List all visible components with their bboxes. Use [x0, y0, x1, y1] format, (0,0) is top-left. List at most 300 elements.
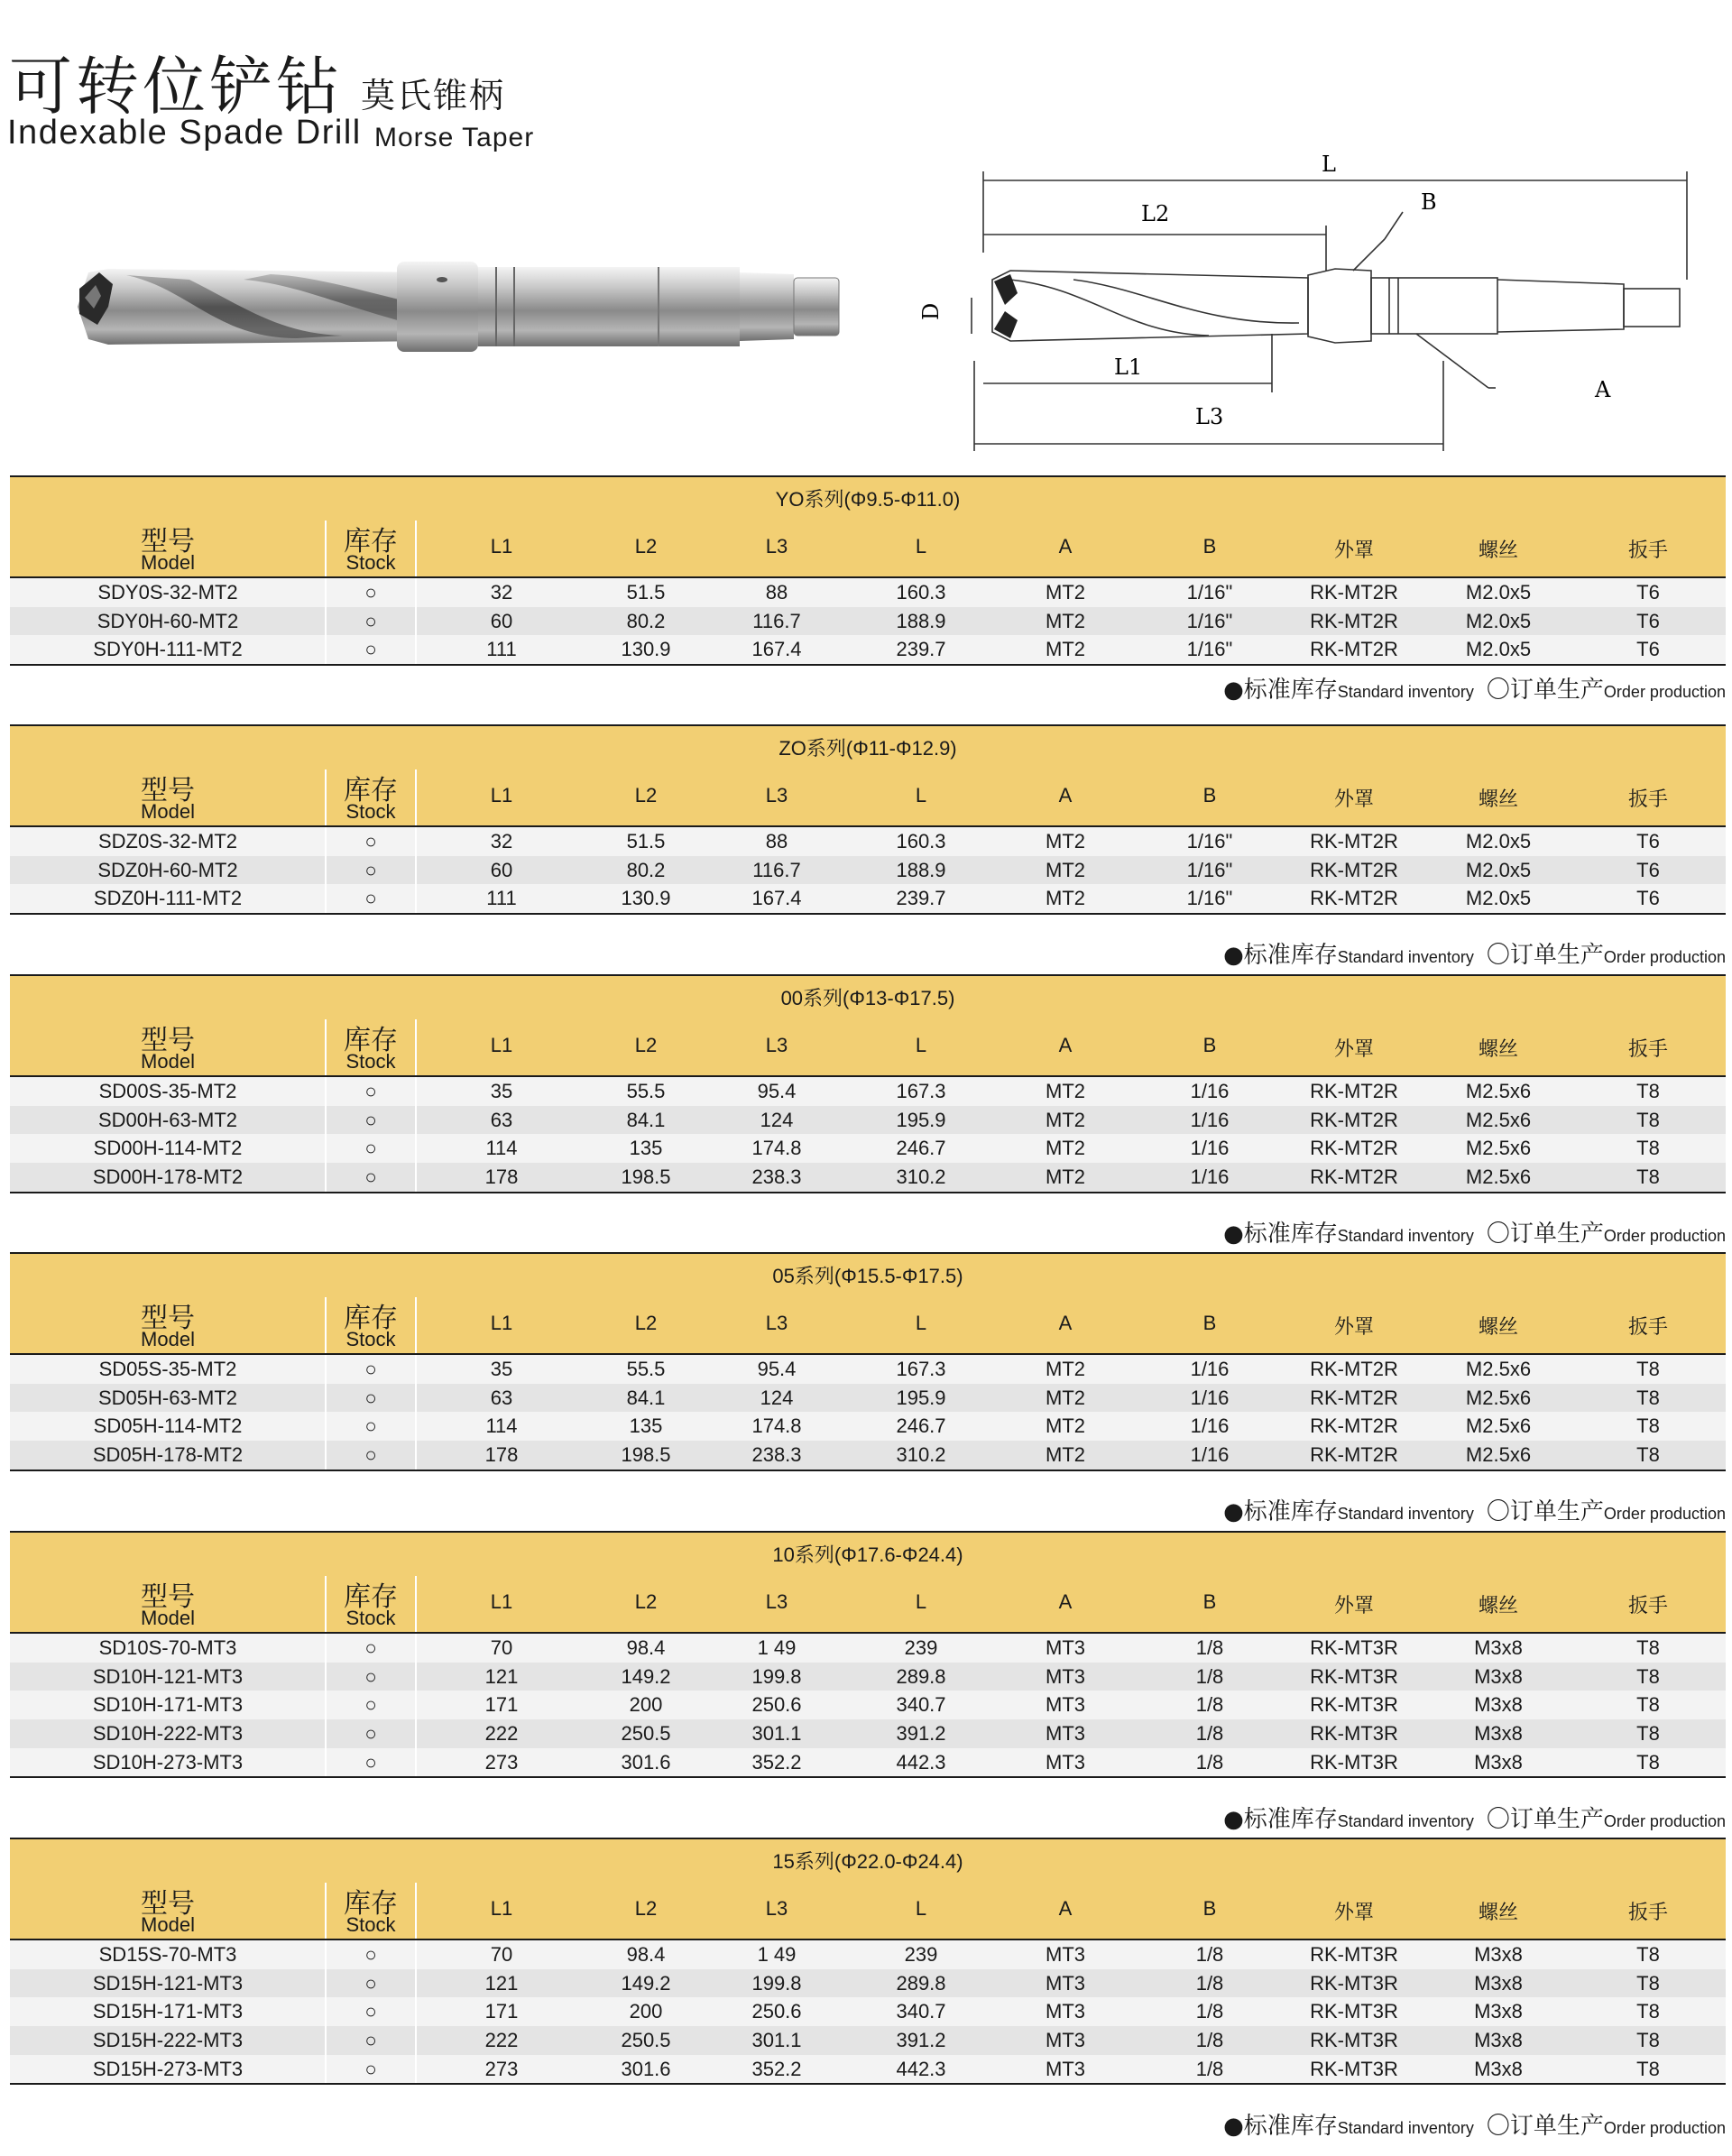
cell-cover: RK-MT2R — [1310, 1414, 1398, 1438]
cell-l2: 149.2 — [621, 1664, 671, 1688]
header-screw — [1426, 976, 1571, 1075]
column-divider — [415, 1940, 417, 1969]
stock-legend — [1223, 2107, 1726, 2141]
column-divider — [325, 1634, 327, 1663]
cell-wrench: T8 — [1636, 1443, 1660, 1467]
label-L3: L3 — [1195, 404, 1224, 429]
cell-cover: RK-MT2R — [1310, 858, 1398, 881]
cell-wrench: T8 — [1636, 1722, 1660, 1746]
header-wrench-label: 扳手 — [1627, 788, 1668, 810]
table-row — [10, 1077, 1726, 1106]
cell-l3: 88 — [765, 581, 788, 603]
header-model-en: Model — [141, 800, 195, 823]
header-wrench-label: 扳手 — [1627, 1901, 1668, 1923]
cell-stock: ○ — [364, 2029, 377, 2052]
cell-stock: ○ — [364, 858, 377, 881]
header-l3 — [705, 1254, 849, 1353]
header-model-en: Model — [141, 1913, 195, 1936]
header-b — [1138, 477, 1282, 576]
cell-wrench: T6 — [1636, 638, 1660, 661]
cell-l2: 55.5 — [626, 1358, 666, 1380]
cell-cover: RK-MT2R — [1310, 1443, 1398, 1467]
series-table — [10, 974, 1726, 1248]
cell-stock: ○ — [364, 1108, 377, 1131]
cell-stock: ○ — [364, 1750, 377, 1774]
cell-model: SD10S-70-MT3 — [98, 1636, 237, 1659]
cell-l: 195.9 — [896, 1108, 946, 1131]
header-l2 — [587, 1254, 705, 1353]
column-divider — [325, 1663, 327, 1691]
cell-l: 246.7 — [896, 1414, 946, 1438]
header-l3-label: L3 — [765, 784, 788, 806]
header-b-label: B — [1202, 1312, 1217, 1334]
cell-model: SDZ0H-111-MT2 — [93, 887, 243, 910]
table-row — [10, 1412, 1726, 1441]
cell-l1: 171 — [484, 2000, 519, 2023]
cell-model: SD10H-222-MT3 — [92, 1722, 244, 1746]
column-divider — [415, 521, 417, 576]
header-model-en: Model — [141, 551, 195, 574]
header-stock — [326, 1533, 416, 1632]
header-a — [993, 1533, 1138, 1632]
cell-a: MT2 — [1046, 609, 1085, 632]
cell-cover: RK-MT2R — [1310, 1166, 1398, 1189]
cell-l1: 178 — [484, 1443, 519, 1467]
column-divider — [415, 1691, 417, 1719]
header-wrench — [1571, 1254, 1726, 1353]
cell-screw: M3x8 — [1474, 1636, 1523, 1659]
header-b-label: B — [1202, 1897, 1217, 1920]
legend-standard-cn: 标准库存 — [1243, 1497, 1338, 1525]
cell-stock: ○ — [364, 609, 377, 632]
cell-model: SD00S-35-MT2 — [98, 1080, 237, 1102]
header-l-label: L — [915, 1034, 927, 1056]
legend-standard-en: Standard inventory — [1337, 1504, 1474, 1523]
table-row — [10, 1163, 1726, 1192]
cell-stock: ○ — [364, 887, 377, 910]
cell-b: 1/16" — [1186, 609, 1233, 632]
header-model-cn: 型号 — [141, 775, 195, 806]
header-l — [849, 1533, 993, 1632]
header-screw-label: 螺丝 — [1478, 1901, 1518, 1923]
header-stock — [326, 726, 416, 825]
cell-wrench: T8 — [1636, 1414, 1660, 1438]
cell-cover: RK-MT2R — [1310, 887, 1398, 910]
header-b-label: B — [1202, 1034, 1217, 1056]
cell-screw: M2.5x6 — [1465, 1443, 1532, 1467]
cell-l2: 98.4 — [626, 1943, 666, 1966]
cell-wrench: T8 — [1636, 1137, 1660, 1160]
cell-a: MT2 — [1046, 1166, 1085, 1189]
legend-order-cn: 订单生产 — [1509, 942, 1604, 970]
cell-stock: ○ — [364, 2000, 377, 2023]
column-divider — [325, 1883, 327, 1939]
column-divider — [415, 1997, 417, 2026]
header-model-cn: 型号 — [141, 526, 195, 557]
table-header — [10, 475, 1726, 578]
cell-l2: 149.2 — [621, 1971, 671, 1995]
column-divider — [325, 1576, 327, 1632]
legend-order-en: Order production — [1603, 2118, 1726, 2137]
header-stock-en: Stock — [345, 1328, 396, 1350]
cell-wrench: T8 — [1636, 1943, 1660, 1966]
cell-a: MT3 — [1046, 1636, 1085, 1659]
cell-stock: ○ — [364, 1137, 377, 1160]
page-title: 可转位铲钻 — [9, 50, 343, 124]
cell-a: MT2 — [1046, 1358, 1085, 1380]
table-header — [10, 724, 1726, 827]
column-divider — [415, 578, 417, 607]
cell-wrench: T8 — [1636, 1693, 1660, 1717]
series-title: 00系列(Φ13-Φ17.5) — [780, 987, 955, 1009]
stock-legend — [1223, 1801, 1726, 1834]
header-screw — [1426, 1839, 1571, 1939]
cell-cover: RK-MT3R — [1310, 1722, 1398, 1746]
header-l1 — [416, 1533, 587, 1632]
series-table — [10, 1531, 1726, 1833]
cell-screw: M2.0x5 — [1465, 830, 1532, 852]
stock-legend — [1223, 936, 1726, 970]
header-model — [10, 1839, 326, 1939]
table-row — [10, 1969, 1726, 1998]
column-divider — [325, 1748, 327, 1777]
cell-screw: M3x8 — [1474, 1943, 1523, 1966]
header-b — [1138, 976, 1282, 1075]
cell-a: MT3 — [1046, 2000, 1085, 2023]
column-divider — [415, 1297, 417, 1353]
cell-model: SD15S-70-MT3 — [98, 1943, 237, 1966]
header-stock-cn: 库存 — [344, 775, 398, 806]
column-divider — [325, 2026, 327, 2055]
header-cover — [1282, 1254, 1426, 1353]
header-l — [849, 1839, 993, 1939]
column-divider — [415, 1106, 417, 1135]
header-cover-label: 外罩 — [1333, 1037, 1374, 1060]
cell-l: 246.7 — [896, 1137, 946, 1160]
column-divider — [415, 1412, 417, 1441]
label-L: L — [1322, 152, 1336, 177]
cell-l3: 88 — [765, 830, 788, 852]
column-divider — [415, 1384, 417, 1413]
legend-standard-icon: ● — [1223, 942, 1244, 970]
header-screw-label: 螺丝 — [1478, 539, 1518, 561]
column-divider — [415, 1969, 417, 1998]
header-l-label: L — [915, 535, 927, 557]
cell-screw: M2.0x5 — [1465, 581, 1532, 603]
cell-wrench: T8 — [1636, 1080, 1660, 1102]
cell-l3: 238.3 — [751, 1443, 802, 1467]
header-l2-label: L2 — [634, 1312, 658, 1334]
cell-l3: 95.4 — [757, 1358, 797, 1380]
cell-cover: RK-MT2R — [1310, 609, 1398, 632]
cell-l3: 250.6 — [751, 2000, 802, 2023]
cell-model: SD05H-114-MT2 — [93, 1414, 243, 1438]
series-table — [10, 724, 1726, 970]
column-divider — [325, 2055, 327, 2084]
cell-l2: 198.5 — [621, 1166, 671, 1189]
header-a-label: A — [1058, 1312, 1073, 1334]
header-l2 — [587, 477, 705, 576]
header-l3 — [705, 1839, 849, 1939]
page-subtitle: 莫氏锥柄 — [361, 76, 506, 115]
series-title: 10系列(Φ17.6-Φ24.4) — [772, 1543, 963, 1566]
cell-a: MT2 — [1046, 887, 1085, 910]
column-divider — [415, 1748, 417, 1777]
cell-l: 160.3 — [896, 581, 946, 603]
cell-wrench: T8 — [1636, 1386, 1660, 1409]
stock-legend — [1223, 1215, 1726, 1248]
cell-l: 391.2 — [896, 1722, 946, 1746]
cell-a: MT3 — [1046, 2057, 1085, 2080]
cell-stock: ○ — [364, 2057, 377, 2080]
cell-stock: ○ — [364, 830, 377, 852]
cell-b: 1/16 — [1190, 1108, 1230, 1131]
page-title-english: Indexable Spade Drill — [7, 114, 362, 152]
header-screw-label: 螺丝 — [1478, 1315, 1518, 1338]
cell-l2: 84.1 — [626, 1108, 666, 1131]
header-wrench-label: 扳手 — [1627, 1037, 1668, 1060]
header-l1-label: L1 — [490, 535, 513, 557]
header-screw — [1426, 1254, 1571, 1353]
table-row — [10, 856, 1726, 885]
header-b-label: B — [1202, 1590, 1217, 1613]
header-stock-cn: 库存 — [344, 1303, 398, 1334]
header-stock — [326, 477, 416, 576]
legend-order-icon: 〇 — [1486, 2112, 1510, 2140]
column-divider — [325, 635, 327, 664]
cell-b: 1/8 — [1195, 1664, 1224, 1688]
series-table — [10, 475, 1726, 705]
cell-l: 167.3 — [896, 1358, 946, 1380]
cell-a: MT2 — [1046, 1414, 1085, 1438]
header-model-en: Model — [141, 1607, 195, 1629]
cell-a: MT3 — [1046, 1971, 1085, 1995]
cell-model: SDZ0H-60-MT2 — [97, 858, 238, 881]
series-title: YO系列(Φ9.5-Φ11.0) — [775, 488, 961, 511]
cell-wrench: T8 — [1636, 1166, 1660, 1189]
table-row — [10, 884, 1726, 913]
cell-l2: 51.5 — [626, 581, 666, 603]
legend-standard-cn: 标准库存 — [1243, 942, 1338, 970]
cell-model: SD15H-273-MT3 — [92, 2057, 244, 2080]
cell-l2: 130.9 — [621, 887, 671, 910]
header-l1-label: L1 — [490, 1897, 513, 1920]
cell-b: 1/8 — [1195, 1693, 1224, 1717]
cell-stock: ○ — [364, 1693, 377, 1717]
cell-l: 188.9 — [896, 609, 946, 632]
header-model — [10, 1254, 326, 1353]
header-screw — [1426, 477, 1571, 576]
cell-l1: 114 — [485, 1137, 518, 1160]
header-cover-label: 外罩 — [1333, 1315, 1374, 1338]
legend-order-en: Order production — [1603, 1811, 1726, 1830]
cell-l1: 222 — [484, 2029, 519, 2052]
header-l1-label: L1 — [490, 1034, 513, 1056]
column-divider — [325, 1441, 327, 1470]
header-l2 — [587, 976, 705, 1075]
header-a — [993, 1839, 1138, 1939]
header-cover — [1282, 1839, 1426, 1939]
cell-l3: 352.2 — [751, 2057, 802, 2080]
column-divider — [415, 1634, 417, 1663]
cell-l2: 51.5 — [626, 830, 666, 852]
cell-l3: 1 49 — [757, 1636, 797, 1659]
cell-l3: 250.6 — [751, 1693, 802, 1717]
cell-stock: ○ — [364, 581, 377, 603]
cell-cover: RK-MT3R — [1310, 1636, 1398, 1659]
cell-l3: 199.8 — [751, 1664, 802, 1688]
cell-screw: M3x8 — [1474, 1664, 1523, 1688]
column-divider — [325, 1691, 327, 1719]
cell-wrench: T6 — [1636, 609, 1660, 632]
column-divider — [325, 827, 327, 856]
header-wrench-label: 扳手 — [1627, 1315, 1668, 1338]
header-screw-label: 螺丝 — [1478, 788, 1518, 810]
header-cover-label: 外罩 — [1333, 788, 1374, 810]
table-row — [10, 827, 1726, 856]
cell-l3: 95.4 — [757, 1080, 797, 1102]
cell-l1: 32 — [490, 581, 513, 603]
legend-order-en: Order production — [1603, 683, 1726, 702]
column-divider — [325, 1969, 327, 1998]
series-title: 05系列(Φ15.5-Φ17.5) — [772, 1265, 963, 1287]
series-table — [10, 1838, 1726, 2140]
header-b — [1138, 1533, 1282, 1632]
cell-b: 1/16 — [1190, 1414, 1230, 1438]
legend-order-icon: 〇 — [1486, 1497, 1510, 1525]
header-l3-label: L3 — [765, 1897, 788, 1920]
header-a-label: A — [1058, 784, 1073, 806]
header-model-cn: 型号 — [141, 1025, 195, 1056]
cell-l3: 1 49 — [757, 1943, 797, 1966]
header-cover-label: 外罩 — [1333, 1594, 1374, 1617]
cell-screw: M2.0x5 — [1465, 858, 1532, 881]
cell-stock: ○ — [364, 1636, 377, 1659]
cell-screw: M3x8 — [1474, 2029, 1523, 2052]
drill-photo — [72, 253, 848, 379]
legend-order-en: Order production — [1603, 1504, 1726, 1523]
header-l2-label: L2 — [634, 1590, 658, 1613]
cell-b: 1/8 — [1195, 1943, 1224, 1966]
cell-model: SD10H-121-MT3 — [92, 1664, 244, 1688]
cell-model: SDY0S-32-MT2 — [97, 581, 238, 603]
header-l1 — [416, 976, 587, 1075]
cell-screw: M3x8 — [1474, 1693, 1523, 1717]
header-model — [10, 976, 326, 1075]
table-header — [10, 1531, 1726, 1634]
cell-cover: RK-MT3R — [1310, 1693, 1398, 1717]
legend-standard-en: Standard inventory — [1337, 2118, 1474, 2137]
cell-wrench: T8 — [1636, 2029, 1660, 2052]
cell-l: 239 — [904, 1943, 938, 1966]
header-a — [993, 726, 1138, 825]
cell-l: 289.8 — [896, 1971, 946, 1995]
cell-l3: 167.4 — [751, 887, 802, 910]
cell-l: 160.3 — [896, 830, 946, 852]
cell-l1: 111 — [486, 638, 517, 661]
column-divider — [325, 1019, 327, 1075]
column-divider — [415, 2055, 417, 2084]
column-divider — [325, 1106, 327, 1135]
cell-a: MT2 — [1046, 830, 1085, 852]
cell-wrench: T8 — [1636, 1750, 1660, 1774]
cell-a: MT3 — [1046, 1722, 1085, 1746]
header-wrench — [1571, 1533, 1726, 1632]
cell-l3: 301.1 — [751, 2029, 802, 2052]
legend-order-cn: 订单生产 — [1509, 2112, 1604, 2140]
cell-screw: M2.5x6 — [1465, 1386, 1532, 1409]
header-stock-cn: 库存 — [344, 1888, 398, 1920]
cell-l: 340.7 — [896, 2000, 946, 2023]
header-l-label: L — [915, 1590, 927, 1613]
header-wrench — [1571, 477, 1726, 576]
cell-l: 239.7 — [896, 887, 946, 910]
cell-b: 1/16" — [1186, 581, 1233, 603]
cell-cover: RK-MT3R — [1310, 2000, 1398, 2023]
cell-l2: 80.2 — [626, 858, 666, 881]
cell-l2: 135 — [629, 1137, 663, 1160]
header-l-label: L — [915, 1312, 927, 1334]
header-l1 — [416, 477, 587, 576]
header-model — [10, 726, 326, 825]
cell-l1: 60 — [490, 858, 513, 881]
legend-standard-cn: 标准库存 — [1243, 677, 1338, 705]
cell-cover: RK-MT3R — [1310, 1750, 1398, 1774]
cell-a: MT2 — [1046, 1443, 1085, 1467]
column-divider — [415, 1134, 417, 1163]
cell-l2: 198.5 — [621, 1443, 671, 1467]
page-subtitle-english: Morse Taper — [374, 123, 535, 152]
column-divider — [415, 1019, 417, 1075]
cell-b: 1/8 — [1195, 2000, 1224, 2023]
legend-standard-icon: ● — [1223, 1805, 1244, 1833]
cell-a: MT3 — [1046, 1943, 1085, 1966]
table-row — [10, 1384, 1726, 1413]
header-l3 — [705, 726, 849, 825]
cell-l: 310.2 — [896, 1166, 946, 1189]
cell-l: 442.3 — [896, 2057, 946, 2080]
header-stock — [326, 1254, 416, 1353]
table-row — [10, 578, 1726, 607]
header-cover-label: 外罩 — [1333, 539, 1374, 561]
table-row — [10, 1106, 1726, 1135]
cell-wrench: T8 — [1636, 1358, 1660, 1380]
cell-l2: 200 — [629, 1693, 663, 1717]
cell-l2: 98.4 — [626, 1636, 666, 1659]
cell-l1: 35 — [490, 1080, 513, 1102]
label-B: B — [1421, 189, 1437, 215]
cell-l1: 273 — [484, 2057, 519, 2080]
cell-cover: RK-MT3R — [1310, 1943, 1398, 1966]
cell-wrench: T6 — [1636, 887, 1660, 910]
header-screw-label: 螺丝 — [1478, 1037, 1518, 1060]
cell-l: 239 — [904, 1636, 938, 1659]
cell-l2: 301.6 — [621, 2057, 671, 2080]
header-wrench — [1571, 1839, 1726, 1939]
table-row — [10, 1719, 1726, 1748]
cell-l2: 130.9 — [621, 638, 671, 661]
cell-model: SD05H-178-MT2 — [92, 1443, 244, 1467]
legend-order-icon: 〇 — [1486, 1805, 1510, 1833]
cell-stock: ○ — [364, 1166, 377, 1189]
label-D: D — [918, 302, 944, 320]
legend-order-cn: 订单生产 — [1509, 1497, 1604, 1525]
header-b — [1138, 1839, 1282, 1939]
cell-b: 1/8 — [1195, 1750, 1224, 1774]
column-divider — [325, 1719, 327, 1748]
header-cover-label: 外罩 — [1333, 1901, 1374, 1923]
header-a-label: A — [1058, 535, 1073, 557]
